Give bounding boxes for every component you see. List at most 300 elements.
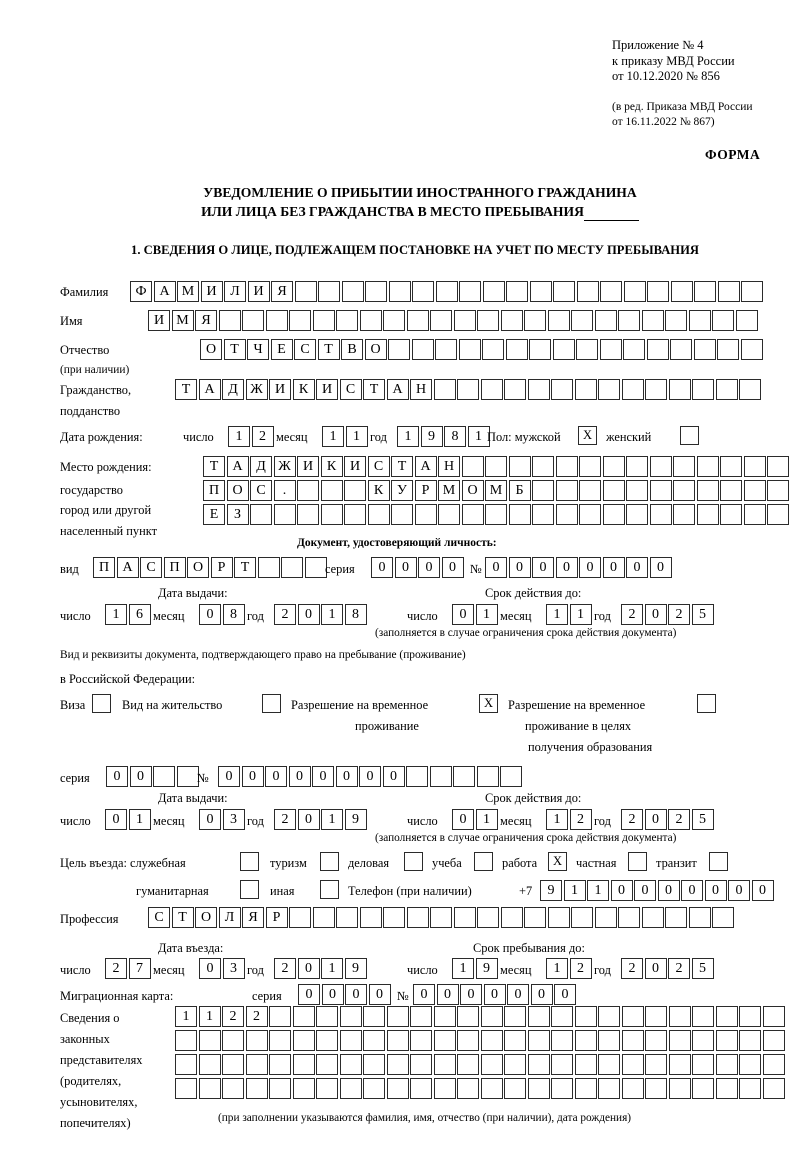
doc-kind-field[interactable] [93,557,328,578]
form-cell[interactable] [600,281,622,302]
permit-valid-day-field[interactable] [452,809,499,830]
form-cell[interactable] [524,907,546,928]
form-cell[interactable] [387,1054,409,1075]
form-cell[interactable] [739,1030,761,1051]
form-cell[interactable]: 1 [129,809,151,830]
form-cell[interactable] [642,907,664,928]
form-cell[interactable]: К [368,480,390,501]
doc-issue-month-field[interactable] [199,604,246,625]
form-cell[interactable] [391,504,413,525]
form-cell[interactable] [720,480,742,501]
form-cell[interactable]: 0 [442,557,464,578]
form-cell[interactable]: 1 [587,880,609,901]
form-cell[interactable]: Ж [246,379,268,400]
form-cell[interactable] [692,1054,714,1075]
form-cell[interactable] [532,480,554,501]
form-cell[interactable] [246,1078,268,1099]
form-cell[interactable] [219,310,241,331]
form-cell[interactable]: 1 [397,426,419,447]
form-cell[interactable]: Д [222,379,244,400]
form-cell[interactable] [712,310,734,331]
form-cell[interactable] [342,281,364,302]
form-cell[interactable] [716,379,738,400]
form-cell[interactable] [716,1078,738,1099]
form-cell[interactable]: 0 [554,984,576,1005]
form-cell[interactable] [720,456,742,477]
form-cell[interactable]: С [250,480,272,501]
form-cell[interactable]: И [344,456,366,477]
form-cell[interactable] [340,1054,362,1075]
form-cell[interactable] [340,1006,362,1027]
form-cell[interactable] [500,766,522,787]
form-cell[interactable] [222,1078,244,1099]
form-cell[interactable] [316,1078,338,1099]
birth-year-field[interactable] [397,426,491,447]
form-cell[interactable] [509,504,531,525]
form-cell[interactable] [579,504,601,525]
form-cell[interactable]: 9 [345,958,367,979]
form-cell[interactable]: 0 [413,984,435,1005]
form-cell[interactable] [412,339,434,360]
form-cell[interactable] [528,1030,550,1051]
form-cell[interactable] [556,480,578,501]
form-cell[interactable] [457,1078,479,1099]
form-cell[interactable]: 0 [579,557,601,578]
form-cell[interactable] [598,1054,620,1075]
form-cell[interactable] [553,339,575,360]
form-cell[interactable]: 1 [346,426,368,447]
form-cell[interactable] [669,379,691,400]
form-cell[interactable] [669,1006,691,1027]
form-cell[interactable] [716,1054,738,1075]
form-cell[interactable] [222,1030,244,1051]
form-cell[interactable] [305,557,327,578]
form-cell[interactable]: Ч [247,339,269,360]
form-cell[interactable] [387,1078,409,1099]
form-cell[interactable]: И [297,456,319,477]
form-cell[interactable] [344,480,366,501]
form-cell[interactable]: 0 [634,880,656,901]
form-cell[interactable] [553,281,575,302]
form-cell[interactable]: В [341,339,363,360]
form-cell[interactable] [269,1030,291,1051]
form-cell[interactable]: 1 [476,809,498,830]
form-cell[interactable] [240,880,259,899]
birth-state-field[interactable] [203,456,791,477]
purpose-other-checkbox[interactable] [320,880,341,899]
permit-issue-day-field[interactable] [105,809,152,830]
form-cell[interactable] [528,1054,550,1075]
form-cell[interactable] [295,281,317,302]
form-cell[interactable] [485,504,507,525]
form-cell[interactable]: Я [271,281,293,302]
form-cell[interactable]: А [154,281,176,302]
form-cell[interactable] [293,1030,315,1051]
form-cell[interactable] [410,1006,432,1027]
form-cell[interactable] [318,281,340,302]
form-cell[interactable] [434,1054,456,1075]
doc-valid-day-field[interactable] [452,604,499,625]
form-cell[interactable]: Л [219,907,241,928]
form-cell[interactable] [92,694,111,713]
form-cell[interactable] [313,310,335,331]
form-cell[interactable] [434,1030,456,1051]
stay-year-field[interactable] [621,958,715,979]
purpose-tourism-checkbox[interactable] [320,852,341,871]
form-cell[interactable] [430,766,452,787]
form-cell[interactable]: 0 [369,984,391,1005]
form-cell[interactable]: К [321,456,343,477]
legal-rep-row-1[interactable] [175,1006,786,1027]
form-cell[interactable] [388,339,410,360]
form-cell[interactable]: 0 [752,880,774,901]
form-cell[interactable] [628,852,647,871]
form-cell[interactable] [767,480,789,501]
form-cell[interactable] [175,1054,197,1075]
form-cell[interactable] [575,1006,597,1027]
form-cell[interactable]: 0 [395,557,417,578]
form-cell[interactable]: О [365,339,387,360]
form-cell[interactable] [763,1006,785,1027]
form-cell[interactable] [293,1054,315,1075]
form-cell[interactable] [579,456,601,477]
form-cell[interactable] [736,310,758,331]
form-cell[interactable] [289,310,311,331]
form-cell[interactable] [262,694,281,713]
form-cell[interactable] [551,1030,573,1051]
form-cell[interactable] [389,281,411,302]
form-cell[interactable] [697,504,719,525]
form-cell[interactable]: С [148,907,170,928]
form-cell[interactable] [438,504,460,525]
form-cell[interactable] [528,1078,550,1099]
form-cell[interactable] [548,907,570,928]
form-cell[interactable]: О [227,480,249,501]
form-cell[interactable]: У [391,480,413,501]
form-cell[interactable] [622,1006,644,1027]
form-cell[interactable] [436,281,458,302]
doc-issue-day-field[interactable] [105,604,152,625]
form-cell[interactable] [336,907,358,928]
form-cell[interactable]: Д [250,456,272,477]
form-cell[interactable] [481,379,503,400]
form-cell[interactable] [240,852,259,871]
form-cell[interactable] [340,1030,362,1051]
form-cell[interactable] [626,480,648,501]
form-cell[interactable] [595,907,617,928]
form-cell[interactable] [717,339,739,360]
form-cell[interactable] [509,456,531,477]
form-cell[interactable] [501,310,523,331]
form-cell[interactable]: 0 [345,984,367,1005]
form-cell[interactable] [477,766,499,787]
form-cell[interactable] [246,1030,268,1051]
form-cell[interactable] [175,1030,197,1051]
form-cell[interactable]: 1 [322,426,344,447]
form-cell[interactable] [670,339,692,360]
form-cell[interactable]: 0 [650,557,672,578]
form-cell[interactable] [430,310,452,331]
form-cell[interactable]: 0 [265,766,287,787]
form-cell[interactable]: 2 [668,604,690,625]
form-cell[interactable] [571,907,593,928]
form-cell[interactable]: 0 [336,766,358,787]
form-cell[interactable] [363,1030,385,1051]
purpose-private-checkbox[interactable] [628,852,649,871]
form-cell[interactable]: 0 [199,809,221,830]
form-cell[interactable] [462,456,484,477]
form-cell[interactable] [457,1030,479,1051]
form-cell[interactable] [532,456,554,477]
form-cell[interactable] [669,1078,691,1099]
form-cell[interactable] [504,1078,526,1099]
form-cell[interactable] [642,310,664,331]
form-cell[interactable] [199,1078,221,1099]
form-cell[interactable]: Т [224,339,246,360]
form-cell[interactable] [289,907,311,928]
form-cell[interactable] [474,852,493,871]
form-cell[interactable]: 0 [728,880,750,901]
form-cell[interactable] [647,339,669,360]
form-cell[interactable] [709,852,728,871]
form-cell[interactable]: 0 [611,880,633,901]
form-cell[interactable]: 9 [421,426,443,447]
permit-valid-year-field[interactable] [621,809,715,830]
form-cell[interactable] [626,504,648,525]
birth-day-field[interactable] [228,426,275,447]
form-cell[interactable]: 1 [476,604,498,625]
form-cell[interactable] [320,880,339,899]
form-cell[interactable] [407,907,429,928]
form-cell[interactable] [763,1030,785,1051]
form-cell[interactable] [692,379,714,400]
form-cell[interactable]: 2 [252,426,274,447]
form-cell[interactable] [177,766,199,787]
form-cell[interactable] [645,379,667,400]
form-cell[interactable]: 5 [692,809,714,830]
form-cell[interactable] [579,480,601,501]
form-cell[interactable] [246,1054,268,1075]
form-cell[interactable] [250,504,272,525]
form-cell[interactable] [481,1006,503,1027]
form-cell[interactable] [595,310,617,331]
form-cell[interactable]: Н [438,456,460,477]
form-cell[interactable] [457,379,479,400]
form-cell[interactable]: 1 [546,604,568,625]
sex-male-checkbox[interactable] [578,426,599,445]
form-cell[interactable] [744,456,766,477]
form-cell[interactable] [716,1030,738,1051]
form-cell[interactable]: 2 [621,958,643,979]
form-cell[interactable]: 0 [485,557,507,578]
form-cell[interactable] [383,310,405,331]
form-cell[interactable]: 1 [321,809,343,830]
form-cell[interactable] [485,456,507,477]
form-cell[interactable] [363,1078,385,1099]
form-cell[interactable] [576,339,598,360]
form-cell[interactable]: 2 [274,604,296,625]
form-cell[interactable]: И [148,310,170,331]
form-cell[interactable] [622,1078,644,1099]
form-cell[interactable] [363,1006,385,1027]
form-cell[interactable]: П [93,557,115,578]
temp-residence-checkbox[interactable] [479,694,500,713]
form-cell[interactable] [404,852,423,871]
form-cell[interactable]: 0 [705,880,727,901]
form-cell[interactable]: Р [211,557,233,578]
form-cell[interactable] [697,456,719,477]
form-cell[interactable]: 2 [570,958,592,979]
permit-issue-month-field[interactable] [199,809,246,830]
form-cell[interactable]: 8 [223,604,245,625]
form-cell[interactable] [626,456,648,477]
form-cell[interactable] [603,480,625,501]
form-cell[interactable] [598,379,620,400]
form-cell[interactable] [600,339,622,360]
legal-rep-row-3[interactable] [175,1054,786,1075]
form-cell[interactable]: М [177,281,199,302]
form-cell[interactable] [482,339,504,360]
form-cell[interactable]: Ж [274,456,296,477]
form-cell[interactable] [532,504,554,525]
form-cell[interactable]: 0 [383,766,405,787]
form-cell[interactable]: 1 [199,1006,221,1027]
form-cell[interactable] [430,907,452,928]
form-cell[interactable]: 0 [322,984,344,1005]
form-cell[interactable] [669,1054,691,1075]
form-cell[interactable]: 7 [129,958,151,979]
form-cell[interactable]: 0 [418,557,440,578]
citizenship-field[interactable] [175,379,763,400]
form-cell[interactable]: 1 [546,958,568,979]
form-cell[interactable]: П [164,557,186,578]
permit-valid-month-field[interactable] [546,809,593,830]
form-cell[interactable]: 0 [603,557,625,578]
form-cell[interactable]: X [548,852,567,871]
form-cell[interactable]: 2 [246,1006,268,1027]
name-field[interactable] [148,310,759,331]
purpose-business-checkbox[interactable] [404,852,425,871]
form-cell[interactable]: Е [203,504,225,525]
form-cell[interactable] [457,1006,479,1027]
form-cell[interactable] [415,504,437,525]
form-cell[interactable] [528,1006,550,1027]
form-cell[interactable]: 0 [130,766,152,787]
form-cell[interactable]: Т [172,907,194,928]
form-cell[interactable] [645,1054,667,1075]
legal-rep-row-4[interactable] [175,1078,786,1099]
form-cell[interactable] [457,1054,479,1075]
form-cell[interactable] [483,281,505,302]
form-cell[interactable] [673,504,695,525]
form-cell[interactable] [269,1054,291,1075]
form-cell[interactable] [739,1078,761,1099]
form-cell[interactable]: 1 [321,958,343,979]
form-cell[interactable]: 0 [298,604,320,625]
form-cell[interactable] [763,1078,785,1099]
form-cell[interactable]: 5 [692,958,714,979]
form-cell[interactable]: А [227,456,249,477]
form-cell[interactable] [645,1006,667,1027]
form-cell[interactable] [175,1078,197,1099]
form-cell[interactable] [504,1006,526,1027]
form-cell[interactable] [577,281,599,302]
surname-field[interactable] [130,281,765,302]
form-cell[interactable] [316,1054,338,1075]
form-cell[interactable]: 6 [129,604,151,625]
form-cell[interactable]: Т [234,557,256,578]
form-cell[interactable] [269,1078,291,1099]
form-cell[interactable]: И [201,281,223,302]
form-cell[interactable] [406,766,428,787]
form-cell[interactable]: О [200,339,222,360]
form-cell[interactable] [407,310,429,331]
form-cell[interactable]: 1 [175,1006,197,1027]
form-cell[interactable] [501,907,523,928]
form-cell[interactable] [321,480,343,501]
doc-valid-month-field[interactable] [546,604,593,625]
form-cell[interactable]: А [117,557,139,578]
form-cell[interactable] [650,480,672,501]
form-cell[interactable] [528,379,550,400]
form-cell[interactable] [718,281,740,302]
form-cell[interactable] [767,456,789,477]
form-cell[interactable]: 0 [507,984,529,1005]
form-cell[interactable] [410,1054,432,1075]
form-cell[interactable]: Я [242,907,264,928]
form-cell[interactable]: З [227,504,249,525]
form-cell[interactable]: 1 [228,426,250,447]
form-cell[interactable]: 0 [509,557,531,578]
form-cell[interactable] [673,456,695,477]
form-cell[interactable] [665,907,687,928]
form-cell[interactable] [551,1006,573,1027]
form-cell[interactable]: М [485,480,507,501]
form-cell[interactable]: 0 [199,958,221,979]
form-cell[interactable] [410,1078,432,1099]
form-cell[interactable] [281,557,303,578]
form-cell[interactable]: А [415,456,437,477]
form-cell[interactable]: Т [363,379,385,400]
form-cell[interactable] [199,1054,221,1075]
form-cell[interactable] [435,339,457,360]
birth-city-field-row2[interactable] [203,504,791,525]
form-cell[interactable] [548,310,570,331]
form-cell[interactable] [645,1030,667,1051]
form-cell[interactable] [481,1054,503,1075]
form-cell[interactable] [477,310,499,331]
purpose-service-checkbox[interactable] [240,852,261,871]
form-cell[interactable] [481,1078,503,1099]
form-cell[interactable]: Е [271,339,293,360]
form-cell[interactable] [650,504,672,525]
form-cell[interactable]: 0 [452,809,474,830]
form-cell[interactable]: 0 [484,984,506,1005]
form-cell[interactable]: Б [509,480,531,501]
form-cell[interactable]: О [187,557,209,578]
form-cell[interactable] [269,1006,291,1027]
form-cell[interactable]: 0 [556,557,578,578]
form-cell[interactable] [556,456,578,477]
sex-female-checkbox[interactable] [680,426,701,445]
form-cell[interactable] [720,504,742,525]
form-cell[interactable] [571,310,593,331]
form-cell[interactable] [274,504,296,525]
form-cell[interactable] [623,339,645,360]
form-cell[interactable] [316,1030,338,1051]
form-cell[interactable] [360,310,382,331]
form-cell[interactable] [504,1030,526,1051]
